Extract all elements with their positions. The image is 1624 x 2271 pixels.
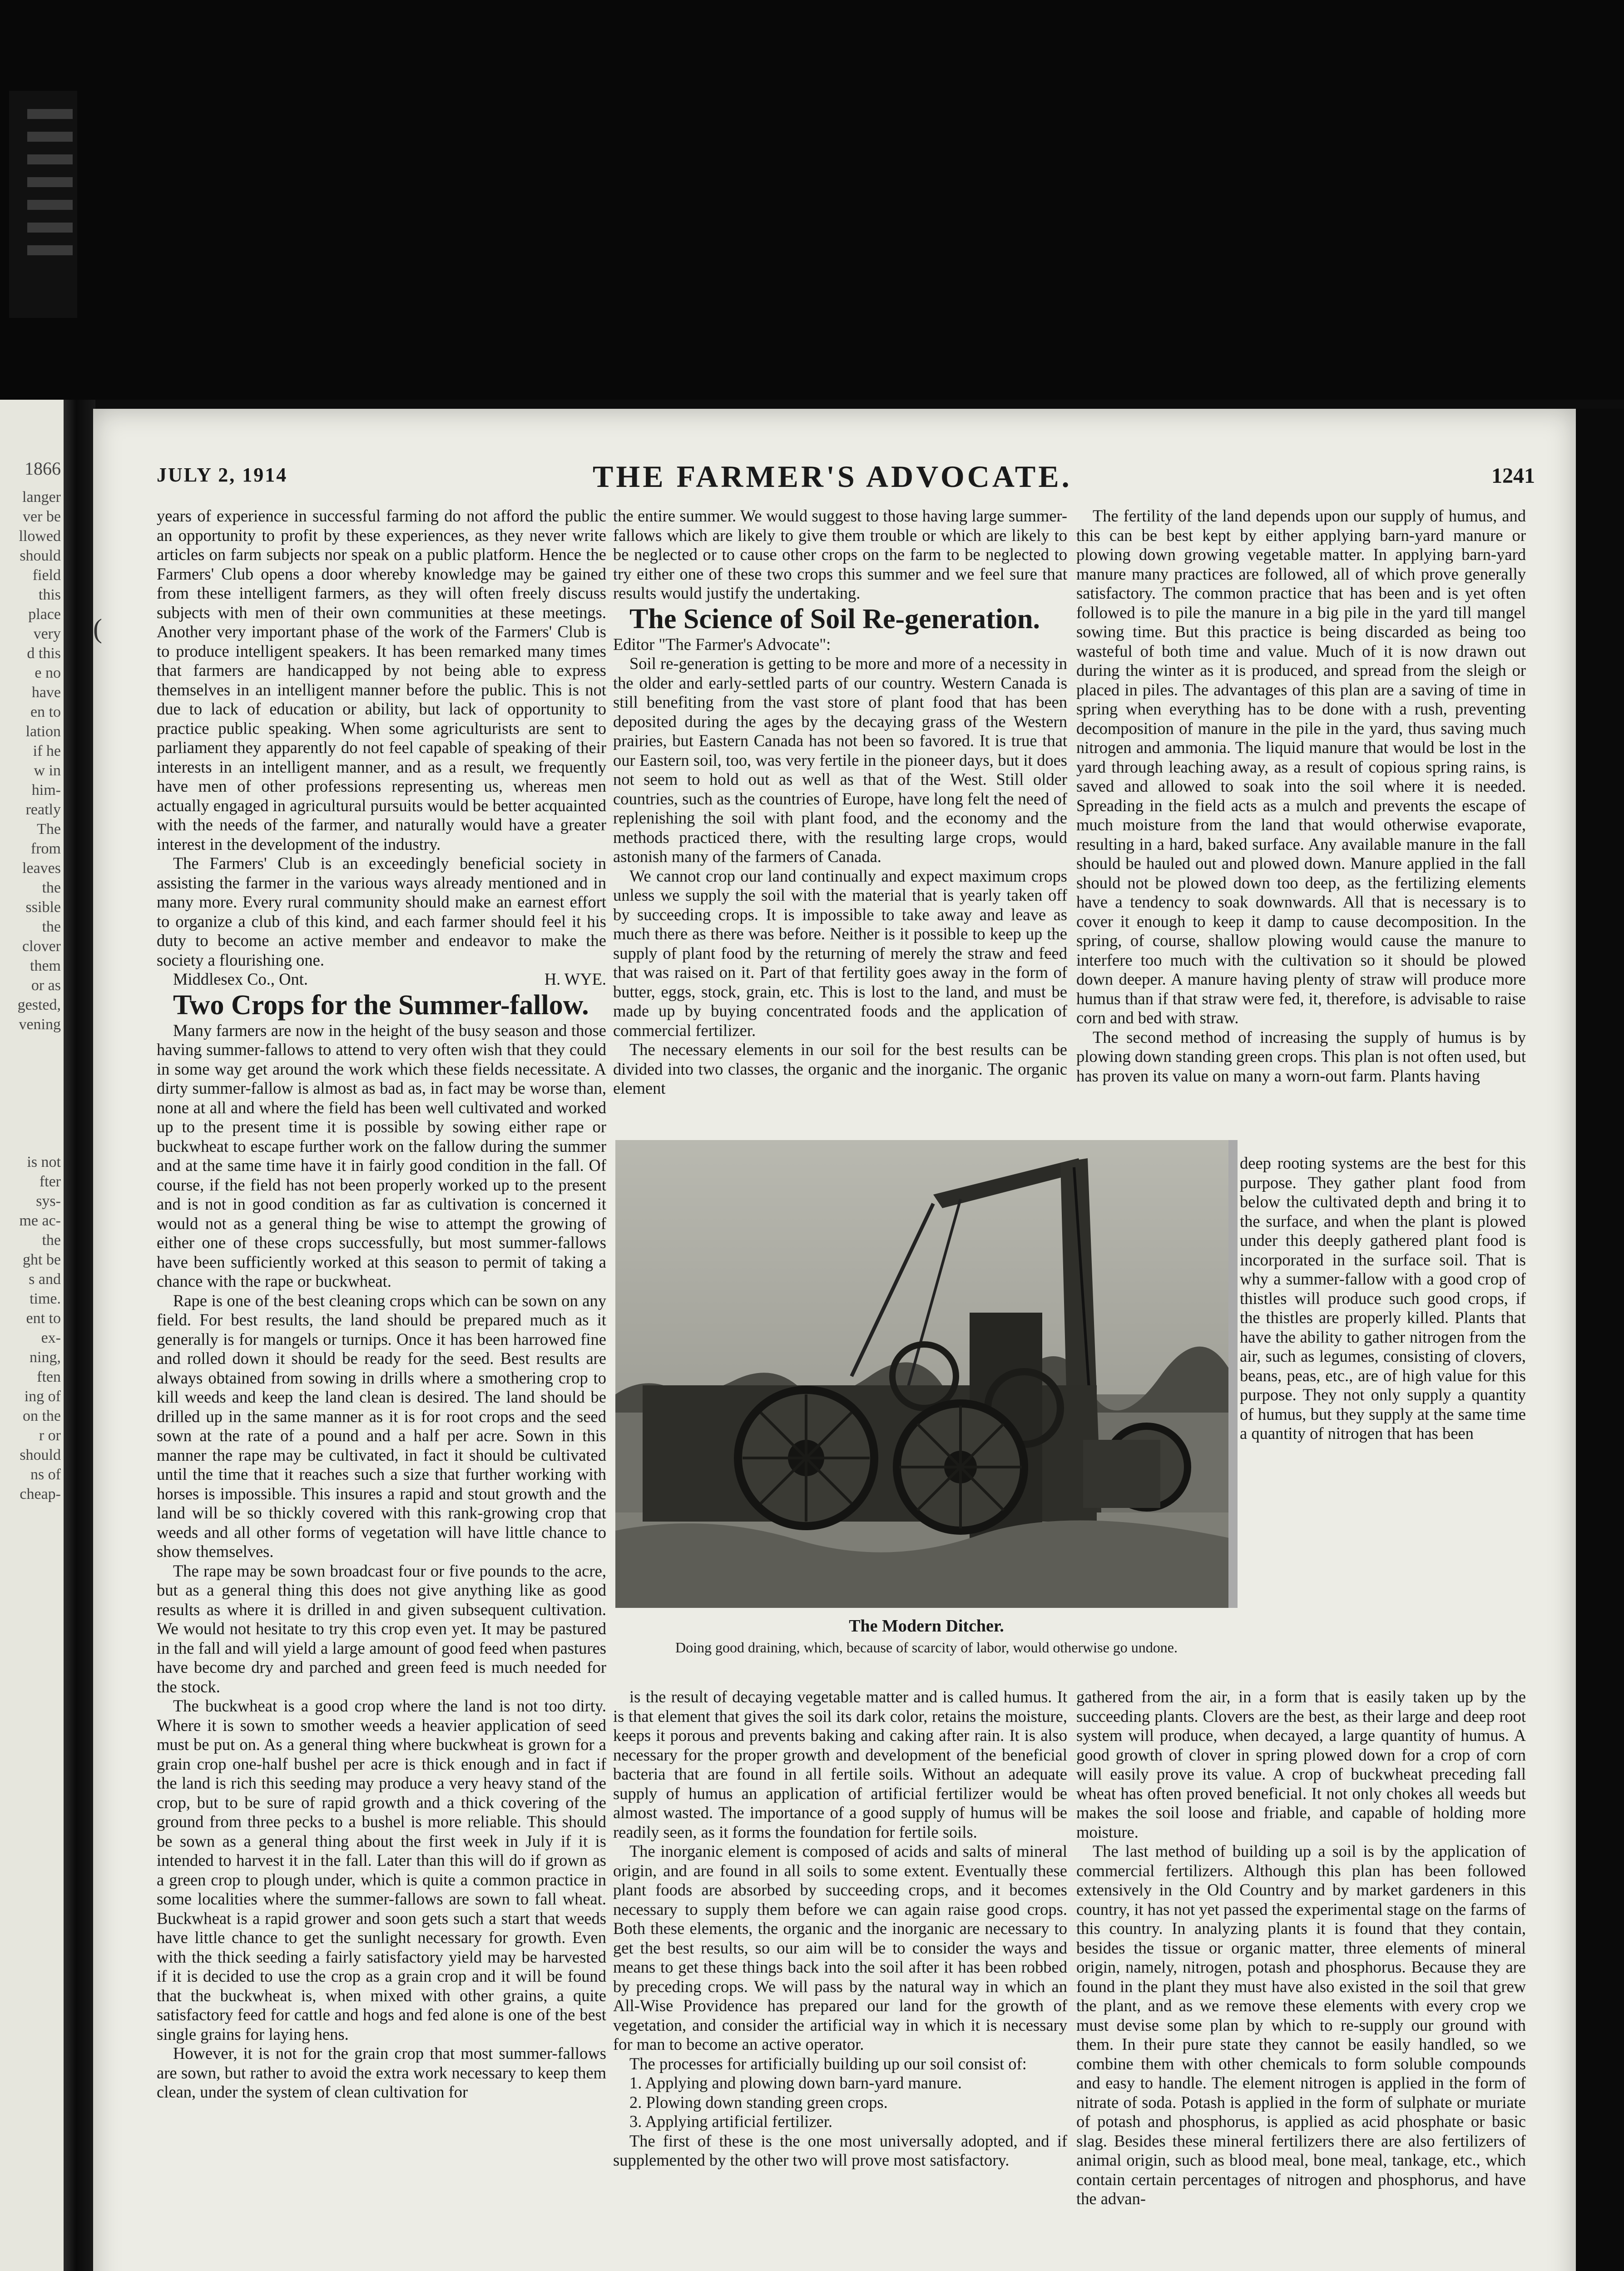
previous-page-text (0, 487, 64, 1504)
previous-page-fragment (0, 400, 64, 2271)
page-number: 1241 (1491, 464, 1535, 488)
photo-figure (615, 1140, 1238, 1656)
paragraph: The rape may be sown broadcast four or five pounds to the acre, but as a general thing this does not give anything like as good results as where it is drilled in and given subsequent cultivation. We would not hesitate to try this crop even yet. It may be pastured in the fall and will yield a large amount of good feed when pastures have become dry and parched and green feed is much needed for the stock. (157, 1561, 606, 1696)
previous-page-line: w in (34, 762, 61, 779)
previous-page-line: time. (30, 1290, 61, 1307)
signature-name: H. WYE. (544, 970, 606, 988)
paragraph: The processes for artificially building up our soil consist of: (629, 2054, 1027, 2073)
film-mark (27, 177, 73, 187)
previous-page-line: d this (27, 645, 61, 662)
previous-page-line: clover (22, 938, 61, 955)
paragraph: Rape is one of the best cleaning crops which can be sown on any field. For best results, the land should be prepared much as it generally is for mangels or turnips. Once it has been harrowed fine and rolled down it should be ready for the seed. Best results are always obtained from sowing in drills where a smothering crop to kill weeds and keep the land clean is desired. The land should be drilled up in the same manner as it is for root crops and the seed sown at the rate of a pound and a half per acre. Sown in this manner the rape may be cultivated, in fact it should be cultivated until the time that it reaches such a size that further working with horses is impossible. This insures a rapid and stout growth and the land will be so thickly covered with this rank-growing crop that weeds and all other forms of vegetation will have little chance to show themselves. (157, 1291, 606, 1561)
paragraph: The necessary elements in our soil for the best results can be divided into two classes, the organic and the inorganic. The organic element (613, 1040, 1067, 1097)
film-mark (27, 132, 73, 142)
previous-page-line: ften (37, 1369, 61, 1385)
column-3-lower (1076, 1687, 1526, 2209)
editor-salutation: Editor "The Farmer's Advocate": (613, 635, 831, 654)
previous-page-line: the (42, 918, 61, 935)
previous-page-line: place (28, 606, 61, 623)
article-headline: Two Crops for the Summer-fallow. (173, 989, 589, 1021)
microfilm-border-top (0, 0, 1624, 400)
previous-page-line: them (30, 957, 61, 974)
previous-page-line: fter (39, 1173, 61, 1190)
paragraph: deep rooting systems are the best for this purpose. They gather plant food from below the cultivated depth and bring it to the surface, and when the plant is plowed under this deeply gathered plant food is incorporated in the surface soil. That is why a summer-fallow with a good crop of thistles will produce such good crops, if the thistles are properly killed. Plants that have the ability to gather nitrogen from the air, such as legumes, consisting of clovers, beans, peas, etc., are of high value for this purpose. They not only supply a quantity of humus, but they supply at the same time a quantity of nitrogen that has been (1240, 1154, 1526, 1443)
signature-line (157, 970, 606, 989)
paragraph: gathered from the air, in a form that is easily taken up by the succeeding plants. Clovers are the best, as their large and deep root system will produce, when decayed, a large quantity of humus. A good growth of clover in spring plowed down for a crop of corn will easily prove its value. A crop of buckwheat preceding fall wheat has often proved beneficial. It not only chokes all weeds but makes the soil loose and friable, and capable of holding more moisture. (1076, 1687, 1526, 1841)
previous-page-line: on the (22, 1408, 61, 1424)
column-3 (1076, 506, 1526, 1086)
previous-page-line: ex- (41, 1329, 61, 1346)
signature-place: Middlesex Co., Ont. (173, 970, 308, 988)
previous-page-line: llowed (19, 528, 61, 545)
paragraph: However, it is not for the grain crop that most summer-fallows are sown, but rather to avoid the extra work necessary to keep them clean, under the system of clean cultivation for (157, 2044, 606, 2101)
paragraph: The last method of building up a soil is by the application of commercial fertilizers. Although this plan has been followed extensively in the Old Country and by market gardeners in this country, it has not yet passed the experimental stage on the farms of this country. In analyzing plants it is found that they contain, besides the tissue or organic matter, three elements of mineral origin, namely, nitrogen, potash and phosphorus. Because they are found in the plant they must have also existed in the soil that grew the plant, and as we remove these elements with every crop we must devise some plan by which to re-supply our ground with them. In their pure state they cannot be easily handled, so we combine them with other chemicals to form soluble compounds and easy to handle. The element nitrogen is applied in the form of nitrate of soda. Potash is applied in the form of sulphate or muriate of potash and phosphorus, is applied as acid phosphate or basic slag. Besides these mineral fertilizers there are also fertilizers of animal origin, such as blood meal, bone meal, tankage, etc., which contain certain percentages of nitrogen and phosphorus, and have the advan- (1076, 1842, 1526, 2208)
previous-page-line: s and (29, 1271, 61, 1288)
paragraph: Soil re-generation is getting to be more and more of a necessity in the older and early-settled parts of our country. Western Canada is still benefiting from the vast store of plant food that has been deposited during the ages by the decaying grass of the Western prairies, but Eastern Canada has not been so favored. It is true that our Eastern soil, too, was very fertile in the pioneer days, but it does not seem to hold out as well as that of the West. Still older countries, such as the countries of Europe, have long felt the need of replenishing the soil with plant food, and the economy and the methods practiced there, with the resulting large crops, would astonish many of the farmers of Canada. (613, 654, 1067, 866)
previous-page-line: if he (33, 743, 61, 759)
previous-page-line: ght be (22, 1251, 61, 1268)
microfilm-border-right (1576, 409, 1624, 2271)
paragraph: The inorganic element is composed of acids and salts of mineral origin, and are found in all soils to some extent. Eventually these plant foods are absorbed by succeeding crops, and it becomes necessary to supply them before we can again raise good crops. Both these elements, the organic and the inorganic are necessary to get the best results, so our aim will be to consider the ways and means to get these things back into the soil after it has been robbed by preceding crops. We will pass by the natural way in which an All-Wise Providence has prepared our land for the growth of vegetation, and consider the artificial way in which it is necessary for man to become an active operator. (613, 1842, 1067, 2053)
previous-page-line: the (42, 879, 61, 896)
previous-page-number: 1866 (25, 458, 61, 479)
paragraph: years of experience in successful farming do not afford the public an opportunity to profit by these experiences, as they never write articles on farm subjects nor speak on a public platform. Hence the Farmers' Club opens a door whereby knowledge may be gained from these intelligent farmers, as they will often freely discuss subjects with men of their own communities at these meetings. Another very important phase of the work of the Farmers' Club is to produce intelligent speakers. It has been remarked many times that farmers are handicapped by not being able to express themselves in an intelligent manner before the public. This is not due to lack of education or ability, but lack of opportunity to practice public speaking. When some agriculturists are sent to parliament they apparently do not feel capable of speaking of their interests in an intelligent manner, and as a result, we frequently have men of other professions representing us, whereas men actually engaged in agricultural pursuits would be better acquainted with the needs of the farmer, and naturally would have a greater interest in the development of the industry. (157, 506, 606, 853)
previous-page-line: ns of (30, 1466, 61, 1483)
paragraph: is the result of decaying vegetable matter and is called humus. It is that element that gives the soil its dark color, retains the moisture, keeps it porous and prevents baking and caking after rain. It is also necessary for the proper growth and development of the beneficial bacteria that are found in all fertile soils. Without an adequate supply of humus an application of artificial fertilizer would be almost wasted. The importance of a good supply of humus will be readily seen, as it forms the foundation for fertile soils. (613, 1687, 1067, 1841)
previous-page-line: field (32, 567, 61, 584)
paragraph: The second method of increasing the supply of humus is by plowing down standing green crops. This plan is not often used, but has proven its value on many a worn-out farm. Plants having (1076, 1027, 1526, 1085)
photo-subcaption: Doing good draining, which, because of scarcity of labor, would otherwise go undone. (675, 1639, 1178, 1656)
previous-page-line: from (30, 840, 61, 857)
masthead-title: THE FARMER'S ADVOCATE. (593, 459, 1072, 494)
paragraph: Many farmers are now in the height of the busy season and those having summer-fallows to attend to very often wish that they could in some way get around the work which these fields necessitate. A dirty summer-fallow is almost as bad as, in fact may be worse than, none at all and where the field has been well cultivated and worked up to the present time it is possible by sowing either rape or buckwheat to escape further work on the fallow during the summer and at the same time have it in fairly good condition in the fall. Of course, if the field has not been properly worked up to the present and is not in good condition as far as cultivation is concerned it would not as a general thing be wise to attempt the growing of either one of these crops successfully, but most summer-fallows have been sufficiently worked at this season to permit of taking a chance with the rape or buckwheat. (157, 1021, 606, 1290)
ditcher-photograph (615, 1140, 1238, 1608)
previous-page-line: or as (31, 977, 61, 994)
list-item: 1. Applying and plowing down barn-yard manure. (629, 2073, 962, 2092)
previous-page-line: langer (22, 489, 61, 506)
previous-page-line: him- (31, 782, 61, 798)
previous-page-line: reatly (25, 801, 61, 818)
paragraph: We cannot crop our land continually and expect maximum crops unless we supply the soil with the material that is yearly taken off by succeeding crops. It is impossible to take away and leave as much there as there was before. Neither is it possible to keep up the supply of plant food by the returning of merely the straw and feed that was raised on it. Part of that fertility goes away in the form of butter, eggs, stock, grain, etc. This is lost to the land, and must be made up by buying concentrated foods and the application of commercial fertilizer. (613, 866, 1067, 1040)
paragraph: the entire summer. We would suggest to those having large summer-fallows which are likely to give them trouble or which are likely to be neglected or to cause other crops on the farm to be neglected to try either one of these two crops this summer and we feel sure that results would justify the undertaking. (613, 506, 1067, 602)
previous-page-line: ing of (24, 1388, 61, 1405)
previous-page-line: ver be (22, 508, 61, 525)
paragraph: The fertility of the land depends upon our supply of humus, and this can be best kept by either applying barn-yard manure or plowing down growing vegetable matter. In applying barn-yard manure many practices are followed, all of which prove generally satisfactory. The common practice that has been and is yet often followed is to pile the manure in a big pile in the yard till mangel sowing time. But this practice is being discarded as being too wasteful of both time and value. Much of it is now drawn out during the winter as it is produced, and spread from the sleigh or placed in piles. The advantages of this plan are a saving of time in spring when everything has to be done with a rush, preventing decomposition of manure in the pile in the yard, thus saving much nitrogen and ammonia. The liquid manure that would be lost in the yard through leaching away, as a result of copious spring rains, is saved and allowed to soak into the soil where it is needed. Spreading in the field acts as a mulch and prevents the escape of much moisture from the land that would otherwise evaporate, resulting in a hard, baked surface. Any available manure in the fall should be hauled out and plowed down. Manure applied in the fall should not be plowed down too deep, as the fertilizing elements have a tendency to soak downwards. All that is necessary is to cover it enough to keep it damp to cause decomposition. In the spring, of course, shallow plowing would cause the manure to interfere too much with the cultivation so it should be plowed down deeper. A manure having plenty of straw will produce more humus than if that straw were fed, it, therefore, is advisable to raise corn and bed with straw. (1076, 506, 1526, 1027)
margin-pencil-mark: ( (93, 614, 102, 644)
film-mark (27, 223, 73, 233)
previous-page-line: is not (27, 1154, 61, 1170)
previous-page-line: should (20, 1447, 61, 1463)
film-edge-marks (9, 91, 77, 318)
previous-page-line: ent to (26, 1310, 61, 1327)
list-item: 2. Plowing down standing green crops. (629, 2092, 888, 2112)
previous-page-line: me ac- (19, 1212, 61, 1229)
article-headline: The Science of Soil Re-generation. (629, 603, 1040, 635)
previous-page-line: ning, (30, 1349, 61, 1366)
previous-page-line: cheap- (20, 1486, 61, 1502)
newspaper-page (93, 409, 1576, 2271)
film-mark (27, 154, 73, 164)
previous-page-line: gested, (17, 997, 61, 1013)
paragraph: The Farmers' Club is an exceedingly beneficial society in assisting the farmer in the various ways already mentioned and in many more. Every rural community should make an earnest effort to organize a club of this kind, and each farmer should feel it his duty to become an active member and endeavor to make the society a flourishing one. (157, 854, 606, 969)
previous-page-line: e no (35, 664, 61, 681)
issue-date: JULY 2, 1914 (157, 464, 288, 486)
column-3-narrow (1240, 1154, 1526, 1443)
list-item: 3. Applying artificial fertilizer. (629, 2112, 832, 2131)
previous-page-line: vening (19, 1016, 61, 1033)
previous-page-line: should (20, 547, 61, 564)
ditcher-photo-art (615, 1140, 1238, 1608)
photo-caption: The Modern Ditcher. (849, 1616, 1004, 1636)
previous-page-line: very (33, 625, 61, 642)
film-mark (27, 200, 73, 210)
column-1 (157, 506, 606, 2102)
paragraph: The first of these is the one most universally adopted, and if supplemented by the other two will prove most satisfactory. (613, 2131, 1067, 2169)
previous-page-line: this (38, 586, 61, 603)
column-2 (613, 506, 1067, 1098)
previous-page-line: have (31, 684, 61, 701)
film-mark (27, 109, 73, 119)
previous-page-line: ssible (25, 899, 61, 916)
previous-page-line: The (37, 821, 61, 838)
page-header (93, 459, 1576, 500)
previous-page-line: the (42, 1232, 61, 1249)
previous-page-line: r or (39, 1427, 61, 1444)
paragraph: The buckwheat is a good crop where the land is not too dirty. Where it is sown to smother weeds a heavier application of seed must be put on. As a general thing where buckwheat is grown for a grain crop one-half bushel per acre is thick enough and in fact if the land is rich this seeding may produce a very heavy stand of the crop, but to be sure of rapid growth and a thick covering of the ground from three pecks to a bushel is more reliable. This should be sown as a general thing about the first week in July if it is intended to harvest it in the fall. Later than this will do if grown as a green crop to plough under, which is quite a common practice in some localities where the summer-fallows are sown to fall wheat. Buckwheat is a rapid grower and soon gets such a start that weeds have little chance to get the sunlight necessary for growth. Even with the thick seeding a fairly satisfactory yield may be harvested if it is decided to use the crop as a grain crop and it will be found that the buckwheat is, when mixed with other grains, a quite satisfactory feed for cattle and hogs and fed alone is one of the best single grains for laying hens. (157, 1696, 606, 2043)
previous-page-line: en to (30, 704, 61, 720)
film-mark (27, 245, 73, 255)
previous-page-line: lation (25, 723, 61, 740)
previous-page-line: sys- (36, 1193, 61, 1210)
previous-page-line: leaves (22, 860, 61, 877)
column-2-lower (613, 1687, 1067, 2170)
page-gutter (64, 400, 95, 2271)
